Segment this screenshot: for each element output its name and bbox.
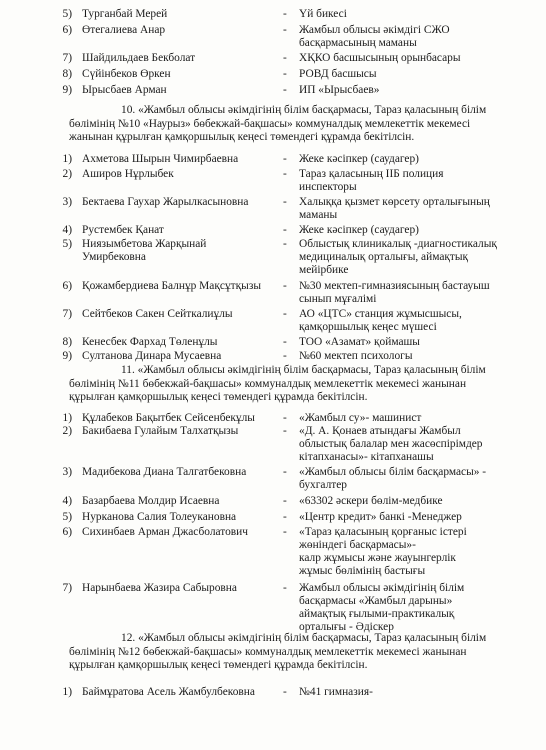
member-position xyxy=(299,84,529,97)
paragraph-line: жанынан құрылған қамқоршылық кеңесі төмендегі құрамда бекітілсін. xyxy=(69,131,415,143)
member-position xyxy=(299,425,529,464)
dash-separator: - xyxy=(283,350,287,362)
member-name xyxy=(82,8,282,21)
paragraph-line: бөлімінің №10 «Наурыз» бөбекжай-бақшасы» коммуналдық мемлекеттік мекемесі xyxy=(69,117,471,130)
member-name-line: Сүйінбеков Өркен xyxy=(82,68,171,80)
dash-separator: - xyxy=(283,68,287,80)
member-position-line: Жеке кәсіпкер (саудагер) xyxy=(299,224,419,236)
dash-separator: - xyxy=(283,238,287,250)
member-name-line: Ахметова Шырын Чимирбаевна xyxy=(82,153,239,165)
paragraph-line: бөлімінің №11 бөбекжай-бақшасы» коммуналдық мемлекеттік мекемесі жанынан xyxy=(69,377,467,390)
member-name xyxy=(82,425,282,438)
paragraph-line: 12. «Жамбыл облысы әкімдігінің білім басқармасы, Тараз қаласының білім xyxy=(121,632,487,644)
member-position-line: Облыстық клиникалық -диагностикалық xyxy=(299,238,497,250)
item-number: 4) xyxy=(62,224,72,236)
member-position xyxy=(299,153,529,166)
item-number: 5) xyxy=(62,511,72,523)
item-number: 2) xyxy=(62,425,72,437)
member-position-line: Тараз қаласының ІІБ полиция xyxy=(299,168,444,180)
paragraph-line: құрылған қамқоршылық кеңесі төмендегі құрамда бекітілсін. xyxy=(69,391,368,403)
member-position-line: бухгалтер xyxy=(299,479,347,491)
member-position xyxy=(299,224,529,237)
dash-separator: - xyxy=(283,511,287,523)
item-number: 6) xyxy=(62,280,72,292)
dash-separator: - xyxy=(283,280,287,292)
member-name xyxy=(82,526,282,539)
member-position-line: қамқоршылық кеңес мүшесі xyxy=(299,321,437,333)
dash-separator: - xyxy=(283,336,287,348)
member-name xyxy=(82,350,282,363)
item-number: 7) xyxy=(62,582,72,594)
member-position-line: Үй бикесі xyxy=(299,8,347,20)
member-name xyxy=(82,308,282,321)
member-position-line: Жамбыл облысы әкімдігі СЖО xyxy=(299,24,450,36)
member-name-line: Базарбаева Молдир Исаевна xyxy=(82,495,220,507)
member-position-line: «Жамбыл су»- машинист xyxy=(299,412,422,424)
member-position xyxy=(299,495,529,508)
item-number: 1) xyxy=(62,412,72,424)
item-number: 4) xyxy=(62,495,72,507)
member-position-line: медициналық орталығы, аймақтық xyxy=(299,251,469,263)
member-name xyxy=(82,24,282,37)
member-position-line: АО «ЦТС» станция жұмысшысы, xyxy=(299,308,462,320)
member-position-line: кітапханасы»- кітапханашы xyxy=(299,451,434,463)
member-position xyxy=(299,280,529,306)
member-name-line: Сейтбеков Сакен Сейткалиұлы xyxy=(82,308,233,320)
paragraph-line: бөлімінің №12 бөбекжай-бақшасы» коммуналдық мемлекеттік мекемесі жанынан xyxy=(69,645,467,658)
member-position-line: ИП «Ырысбаев» xyxy=(299,84,380,96)
dash-separator: - xyxy=(283,495,287,507)
member-name-line: Құлабеков Бақытбек Сейсенбекұлы xyxy=(82,412,255,424)
member-position-line: «Д. А. Қонаев атындағы Жамбыл xyxy=(299,425,461,437)
member-name xyxy=(82,466,282,479)
member-position xyxy=(299,8,529,21)
member-position-line: калр жұмысы және жауынгерлік xyxy=(299,552,456,564)
member-position-line: маманы xyxy=(299,209,338,221)
item-number: 3) xyxy=(62,196,72,208)
member-name xyxy=(82,168,282,181)
member-position xyxy=(299,168,529,194)
paragraph-para11 xyxy=(69,364,533,405)
member-name xyxy=(82,238,282,264)
member-position-line: Жамбыл облысы әкімдігінің білім xyxy=(299,582,465,594)
member-position xyxy=(299,196,529,222)
member-name-line: Ниязымбетова Жарқынай xyxy=(82,238,207,250)
item-number: 5) xyxy=(62,8,72,20)
member-position-line: облыстық балалар мен жасөспірімдер xyxy=(299,438,483,450)
member-name-line: Нарынбаева Жазира Сабыровна xyxy=(82,582,237,594)
item-number: 6) xyxy=(62,24,72,36)
item-number: 8) xyxy=(62,68,72,80)
item-number: 1) xyxy=(62,153,72,165)
member-position xyxy=(299,511,529,524)
member-position xyxy=(299,466,529,492)
member-name-line: Бакибаева Гулайым Талхатқызы xyxy=(82,425,239,437)
member-position-line: жұмыс бөлімінің бастығы xyxy=(299,565,426,577)
member-name xyxy=(82,686,282,699)
member-position xyxy=(299,336,529,349)
dash-separator: - xyxy=(283,52,287,64)
dash-separator: - xyxy=(283,24,287,36)
member-name xyxy=(82,196,282,209)
member-position-line: РОВД басшысы xyxy=(299,68,377,80)
member-position xyxy=(299,582,529,634)
member-name-line: Умирбековна xyxy=(82,251,146,263)
member-name-line: Мадибекова Диана Талгатбековна xyxy=(82,466,247,478)
member-position-line: сынып мұғалімі xyxy=(299,293,377,305)
dash-separator: - xyxy=(283,526,287,538)
member-position-line: №41 гимназия- xyxy=(299,686,373,698)
member-position xyxy=(299,350,529,363)
member-name xyxy=(82,336,282,349)
member-name-line: Кенесбек Фархад Төленұлы xyxy=(82,336,218,348)
member-position-line: «Тараз қаласының қорғаныс істері xyxy=(299,526,467,538)
member-position xyxy=(299,52,529,65)
member-position xyxy=(299,24,529,50)
dash-separator: - xyxy=(283,168,287,180)
dash-separator: - xyxy=(283,8,287,20)
item-number: 7) xyxy=(62,308,72,320)
member-position-line: ТОО «Азамат» қоймашы xyxy=(299,336,420,348)
member-name xyxy=(82,280,282,293)
item-number: 2) xyxy=(62,168,72,180)
member-position xyxy=(299,238,529,277)
member-position xyxy=(299,526,529,578)
member-name-line: Турганбай Мерей xyxy=(82,8,168,20)
member-position-line: «Центр кредит» банкі -Менеджер xyxy=(299,511,462,523)
item-number: 7) xyxy=(62,52,72,64)
member-name-line: Аширов Нұрлыбек xyxy=(82,168,174,180)
item-number: 8) xyxy=(62,336,72,348)
member-position-line: ХҚКО басшысының орынбасары xyxy=(299,52,461,64)
member-name-line: Қожамбердиева Балнұр Мақсұтқызы xyxy=(82,280,261,292)
dash-separator: - xyxy=(283,582,287,594)
member-name-line: Өтегалиева Анар xyxy=(82,24,166,36)
member-position-line: «63302 әскери бөлім-медбике xyxy=(299,495,443,507)
dash-separator: - xyxy=(283,412,287,424)
item-number: 6) xyxy=(62,526,72,538)
member-position-line: мейірбике xyxy=(299,264,349,276)
member-name-line: Бектаева Гаухар Жарылкасыновна xyxy=(82,196,249,208)
member-name-line: Шайдильдаев Бекболат xyxy=(82,52,196,64)
member-name xyxy=(82,68,282,81)
paragraph-para10 xyxy=(69,104,533,145)
item-number: 3) xyxy=(62,466,72,478)
dash-separator: - xyxy=(283,153,287,165)
member-name-line: Рустембек Қанат xyxy=(82,224,164,236)
member-position xyxy=(299,68,529,81)
member-name-line: Султанова Динара Мусаевна xyxy=(82,350,222,362)
member-name-line: Ырысбаев Арман xyxy=(82,84,167,96)
member-position-line: инспекторы xyxy=(299,181,357,193)
paragraph-para12 xyxy=(69,632,533,673)
member-name xyxy=(82,153,282,166)
member-position-line: Жеке кәсіпкер (саудагер) xyxy=(299,153,419,165)
item-number: 9) xyxy=(62,350,72,362)
dash-separator: - xyxy=(283,686,287,698)
dash-separator: - xyxy=(283,466,287,478)
dash-separator: - xyxy=(283,196,287,208)
member-position xyxy=(299,686,529,699)
paragraph-line: 10. «Жамбыл облысы әкімдігінің білім басқармасы, Тараз қаласының білім xyxy=(121,104,487,116)
member-name xyxy=(82,84,282,97)
member-position-line: жөніндегі басқармасы»- xyxy=(299,539,416,551)
item-number: 1) xyxy=(62,686,72,698)
dash-separator: - xyxy=(283,84,287,96)
member-position xyxy=(299,308,529,334)
member-name-line: Нурканова Салия Толеукановна xyxy=(82,511,237,523)
member-name-line: Баймұратова Асель Жамбулбековна xyxy=(82,686,255,698)
dash-separator: - xyxy=(283,425,287,437)
member-name xyxy=(82,224,282,237)
member-name xyxy=(82,495,282,508)
member-position-line: аймақтық ғылыми-практикалық xyxy=(299,608,455,620)
member-position-line: басқармасының маманы xyxy=(299,37,417,49)
member-position-line: «Жамбыл облысы білім басқармасы» - xyxy=(299,466,487,478)
paragraph-line: құрылған қамқоршылық кеңесі төмендегі құрамда бекітілсін. xyxy=(69,659,368,671)
member-name xyxy=(82,511,282,524)
member-position xyxy=(299,412,529,425)
member-name xyxy=(82,582,282,595)
dash-separator: - xyxy=(283,308,287,320)
paragraph-line: 11. «Жамбыл облысы әкімдігінің білім басқармасы, Тараз қаласының білім xyxy=(121,364,486,376)
member-name-line: Сихинбаев Арман Джасболатович xyxy=(82,526,248,538)
member-position-line: орталығы - Әдіскер xyxy=(299,621,394,633)
member-position-line: №60 мектеп психологы xyxy=(299,350,413,362)
member-name xyxy=(82,52,282,65)
member-position-line: Халыққа қызмет көрсету орталығының xyxy=(299,196,490,208)
member-name xyxy=(82,412,282,425)
item-number: 5) xyxy=(62,238,72,250)
member-position-line: №30 мектеп-гимназиясының бастауыш xyxy=(299,280,490,292)
member-position-line: басқармасы «Жамбыл дарыны» xyxy=(299,595,453,607)
dash-separator: - xyxy=(283,224,287,236)
item-number: 9) xyxy=(62,84,72,96)
